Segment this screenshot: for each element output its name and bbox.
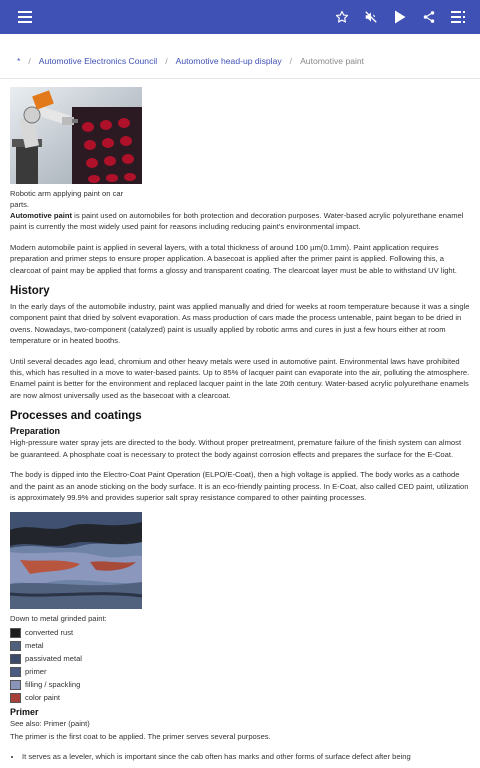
paint-layers-legend bbox=[10, 626, 470, 704]
legend-item bbox=[10, 639, 470, 652]
breadcrumb-item-automotive-head-up-display[interactable]: Automotive head-up display bbox=[175, 56, 282, 66]
layers-paragraph: Modern automobile paint is applied in several layers, with a total thickness of around 100 µm(0.1mm). Paint application requires preparation and primer steps to ensure proper application. A basecoat is applied after the primer paint is applied. Following this, a clearcoat of paint may be applied that forms a glossy and transparent coating. The clearcoat layer must be able to withstand UV light. bbox=[10, 242, 457, 275]
legend-swatch bbox=[10, 693, 21, 703]
legend-swatch bbox=[10, 654, 21, 664]
mute-icon[interactable] bbox=[356, 3, 385, 31]
menu-icon[interactable] bbox=[10, 3, 39, 31]
preparation-paragraph-2: The body is dipped into the Electro-Coat Paint Operation (ELPO/E-Coat), then a high voltage is applied. The body works as a cathode and the paint as an anode sticking on the body surface. It is an eco-friendly painting process. In E-Coat, also called CED paint, utilization is approximately 99.9% and provides superior salt spray resistance compared to other painting processes. bbox=[10, 470, 469, 502]
intro-text: is paint used on automobiles for both protection and decoration purposes. Water-based acrylic polyurethane enamel paint is currently the most widely used paint for reasons including reducing paint's environmental impact. bbox=[10, 211, 464, 232]
history-paragraph-1: In the early days of the automobile industry, paint was applied manually and dried for weeks at room temperature because it was a single component paint that dried by solvent evaporation. As mass production of cars made the process untenable, paint began to be dried in ovens. Nowadays, two-component (catalyzed) paint is usually applied by robotic arms and cures in just a few hours either at room temperature or in heated booths. bbox=[10, 302, 470, 346]
processes-heading: Processes and coatings bbox=[10, 410, 142, 423]
breadcrumb-separator: / bbox=[289, 56, 293, 66]
breadcrumb-current: Automotive paint bbox=[300, 56, 365, 66]
legend-item bbox=[10, 665, 470, 678]
article-content bbox=[0, 34, 480, 768]
legend-label: converted rust bbox=[25, 628, 74, 638]
breadcrumb-item-automotive-electronics-council[interactable]: Automotive Electronics Council bbox=[38, 56, 158, 66]
history-heading: History bbox=[10, 285, 50, 298]
breadcrumb-home[interactable]: * bbox=[17, 56, 21, 66]
robot-arm-figure bbox=[10, 87, 142, 210]
robot-arm-image[interactable] bbox=[10, 87, 142, 184]
preparation-paragraph-1: High-pressure water spray jets are directed to the body. Without proper pretreatment, premature failure of the finish system can almost be guaranteed. A phosphate coat is necessary to protect the body against corrosion effects and prepares the surface for the E-Coat. bbox=[10, 438, 462, 459]
legend-item bbox=[10, 626, 470, 639]
legend-swatch bbox=[10, 628, 21, 638]
legend-swatch bbox=[10, 641, 21, 651]
paint-layers-figure bbox=[10, 512, 142, 624]
legend-swatch bbox=[10, 667, 21, 677]
share-icon[interactable] bbox=[414, 3, 443, 31]
legend-label: primer bbox=[25, 667, 47, 677]
star-icon[interactable] bbox=[327, 3, 356, 31]
primer-see-also[interactable]: See also: Primer (paint) bbox=[10, 719, 90, 729]
intro-term: Automotive paint bbox=[10, 211, 73, 220]
breadcrumb-divider bbox=[0, 78, 480, 79]
legend-label: color paint bbox=[25, 693, 61, 703]
breadcrumb-separator: / bbox=[28, 56, 31, 66]
preparation-heading: Preparation bbox=[10, 426, 61, 437]
primer-heading: Primer bbox=[10, 707, 39, 718]
legend-item bbox=[10, 691, 470, 704]
history-paragraph-2: Until several decades ago lead, chromium and other heavy metals were used in automotive paint. Environmental laws have prohibited this, which has resulted in a move to water-based paints. Up to 85% of lacquer paint can evaporate into the air, polluting the atmosphere. Enamel paint is better for the environment and replaced lacquer paint in the late 20th century. Water-based acrylic polyurethane enamels are now almost universally used as the basecoat with a clearcoat. bbox=[10, 356, 470, 400]
paint-layers-caption: Down to metal grinded paint: bbox=[10, 614, 107, 624]
list-item: • It serves as a leveler, which is important since the cab often has marks and other forms of surface defect after being bbox=[22, 751, 470, 762]
legend-label: filling / spackling bbox=[25, 680, 81, 690]
primer-purposes-list bbox=[22, 751, 470, 762]
play-icon[interactable] bbox=[385, 3, 414, 31]
breadcrumb-separator: / bbox=[165, 56, 168, 66]
breadcrumb bbox=[10, 54, 470, 68]
intro-paragraph bbox=[10, 210, 470, 233]
app-toolbar bbox=[0, 0, 480, 34]
paint-layers-image[interactable] bbox=[10, 512, 142, 609]
legend-item bbox=[10, 678, 470, 691]
legend-swatch bbox=[10, 680, 21, 690]
primer-paragraph: The primer is the first coat to be applied. The primer serves several purposes. bbox=[10, 731, 271, 741]
legend-label: passivated metal bbox=[25, 654, 82, 664]
legend-label: metal bbox=[25, 641, 44, 651]
robot-arm-caption: Robotic arm applying paint on car parts. bbox=[10, 189, 124, 209]
toc-icon[interactable] bbox=[443, 3, 472, 31]
legend-item bbox=[10, 652, 470, 665]
